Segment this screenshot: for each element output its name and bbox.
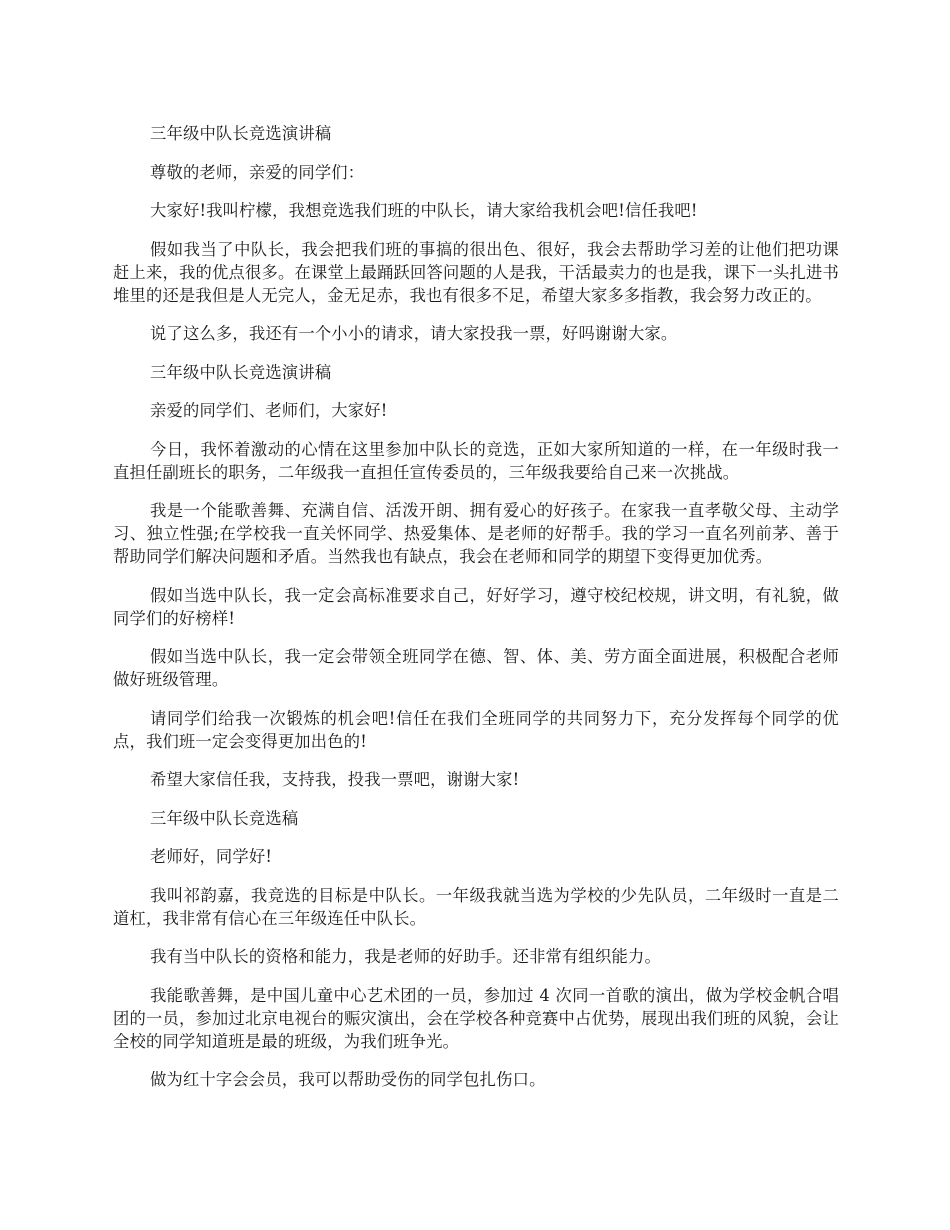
salutation-2: 亲爱的同学们、老师们，大家好! — [150, 401, 388, 420]
paragraph: 说了这么多，我还有一个小小的请求，请大家投我一票，好吗谢谢大家。 — [150, 324, 678, 343]
doc-title-3: 三年级中队长竞选稿 — [150, 808, 299, 828]
doc-title-1: 三年级中队长竞选演讲稿 — [150, 124, 332, 143]
paragraph: 假如当选中队长，我一定会带领全班同学在德、智、体、美、劳方面全面进展，积极配合老师做好班级管理。 — [113, 647, 839, 689]
paragraph: 大家好!我叫柠檬，我想竞选我们班的中队长，请大家给我机会吧!信任我吧! — [150, 201, 698, 220]
paragraph: 我有当中队长的资格和能力，我是老师的好助手。还非常有组织能力。 — [150, 947, 661, 966]
paragraph: 今日，我怀着激动的心情在这里参加中队长的竞选，正如大家所知道的一样，在一年级时我一直担任副班长的职务，二年级我一直担任宣传委员的，三年级我要给自己来一次挑战。 — [113, 439, 839, 482]
salutation-1: 尊敬的老师，亲爱的同学们： — [150, 162, 365, 182]
paragraph: 我能歌善舞，是中国儿童中心艺术团的一员，参加过 4 次同一首歌的演出，做为学校金帆合唱团的一员，参加过北京电视台的赈灾演出，会在学校各种竞赛中占优势，展现出我们班的风貌，会让全校的同学知道班是最的班级，为我们班争光。 — [113, 985, 839, 1051]
paragraph: 假如我当了中队长，我会把我们班的事搞的很出色、很好，我会去帮助学习差的让他们把功课赶上来，我的优点很多。在课堂上最踊跃回答问题的人是我，干活最卖力的也是我，课下一头扎进书堆里的还是我但是人无完人，金无足赤，我也有很多不足，希望大家多多指教，我会努力改正的。 — [113, 239, 839, 305]
document-body — [113, 122, 839, 1107]
paragraph: 假如当选中队长，我一定会高标准要求自己，好好学习，遵守校纪校规，讲文明，有礼貌，做同学们的好榜样! — [113, 585, 839, 628]
paragraph: 希望大家信任我，支持我，投我一票吧，谢谢大家! — [150, 770, 520, 789]
paragraph: 请同学们给我一次锻炼的机会吧!信任在我们全班同学的共同努力下，充分发挥每个同学的优点，我们班一定会变得更加出色的! — [113, 708, 839, 751]
salutation-3: 老师好，同学好! — [150, 847, 273, 866]
paragraph: 我叫祁韵嘉，我竞选的目标是中队长。一年级我就当选为学校的少先队员，二年级时一直是二道杠，我非常有信心在三年级连任中队长。 — [113, 885, 839, 928]
paragraph: 我是一个能歌善舞、充满自信、活泼开朗、拥有爱心的好孩子。在家我一直孝敬父母、主动学习、独立性强;在学校我一直关怀同学、热爱集体、是老师的好帮手。我的学习一直名列前茅、善于帮助同学们解决问题和矛盾。当然我也有缺点，我会在老师和同学的期望下变得更加优秀。 — [113, 501, 839, 566]
paragraph: 做为红十字会会员，我可以帮助受伤的同学包扎伤口。 — [150, 1070, 546, 1089]
doc-title-2: 三年级中队长竞选演讲稿 — [150, 362, 332, 382]
